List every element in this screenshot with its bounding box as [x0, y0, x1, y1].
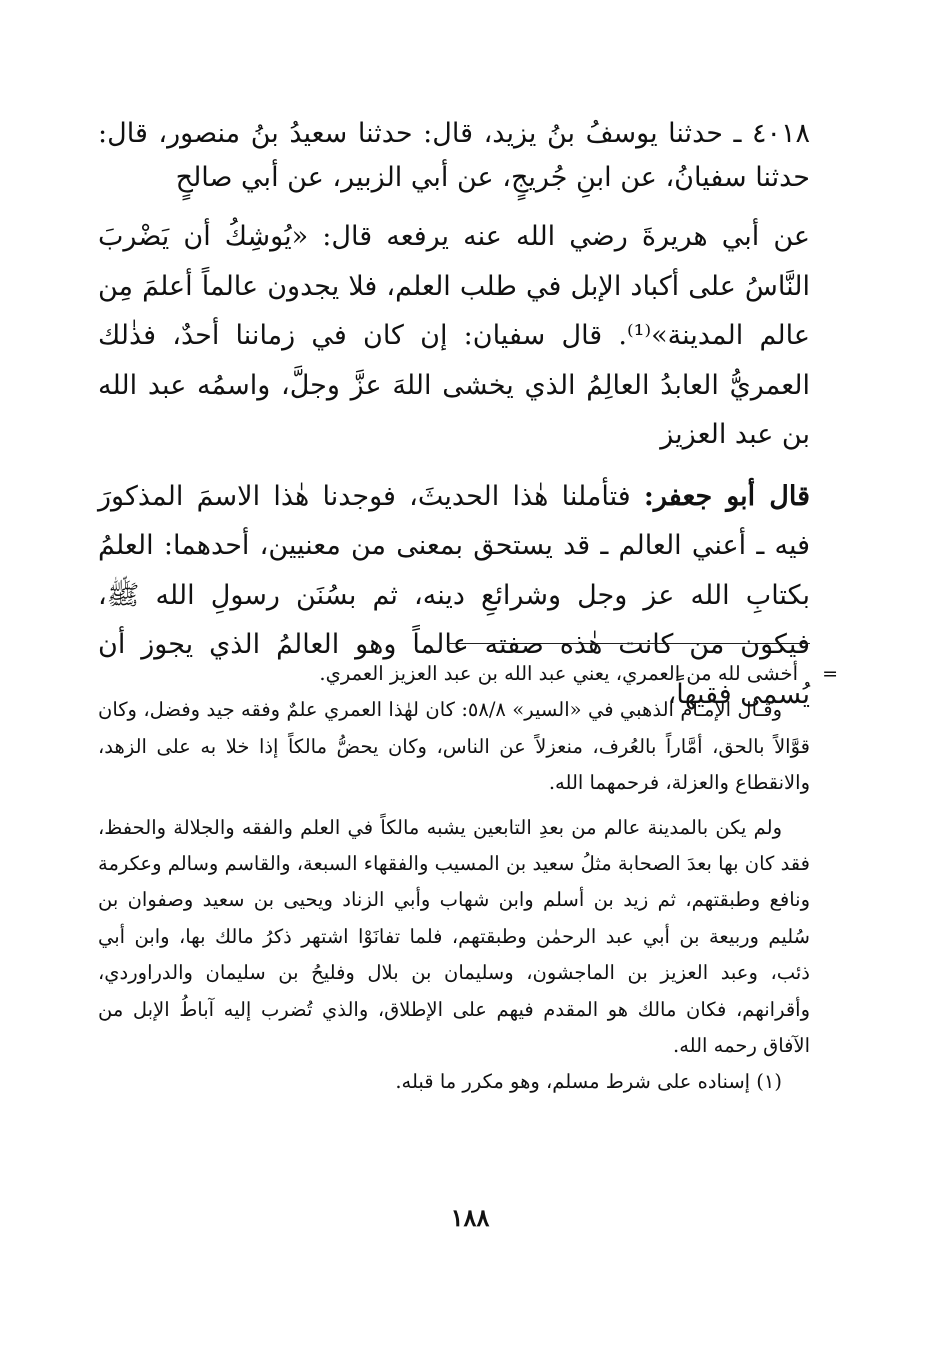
- continuation-mark: =: [822, 663, 838, 685]
- footnote-madina: ولم يكن بالمدينة عالم من بعدِ التابعين يشبه مالكاً في العلم والفقه والجلالة والحفظ، فقد كان بها بعدَ الصحابة مثلُ سعيد بن المسيب والفقهاء السبعة، والقاسم وسالم وعكرمة ونافع وطبقتهم، ثم زيد بن أسلم وابن شهاب وأبي الزناد ويحيى بن سعيد وصفوان بن سُليم وربيعة بن أبي عبد الرحمٰن وطبقتهم، فلما تفانَوْا اشتهر ذكرُ مالك بها، وابن أبي ذئب، وعبد العزيز بن الماجشون، وسليمان بن بلال وفليحُ بن سليمان والدراوردي، وأقرانهم، فكان مالك هو المقدم فيهم على الإطلاق، والذي تُضرب إليه آباطُ الإبل من الآفاق رحمه الله.: [98, 815, 810, 1058]
- commentary-text: فتأملنا هٰذا الحديثَ، فوجدنا هٰذا الاسمَ المذكورَ فيه ـ أعني العالم ـ قد يستحق بمعنى من معنيين، أحدهما: العلمُ بكتابِ الله عز وجل وشرائعِ دينه، ثم بسُنَن رسولِ الله ﷺ، فيكون من كانت هٰذه صفته عالماً وهو العالمُ الذي يجوز أن يُسمى فقيهاً،: [98, 480, 810, 710]
- page-number: ١٨٨: [450, 1203, 490, 1232]
- footnote-continuation-text: أخشى لله من العمري، يعني عبد الله بن عبد العزيز العمري.: [319, 662, 798, 685]
- footnote-separator: [447, 643, 810, 644]
- footnote-dhahabi: وقـال الإمـام الذهبي في «السير» ٥٨/٨: كان لهٰذا العمري علمٌ وفقه جيد وفضل، وكان قوَّالاً بالحق، أمَّاراً بالعُرف، منعزلاً عن الناس، وكان يحضُّ مالكاً إذا خلا به على الزهد، والانقطاع والعزلة، فرحمهما الله.: [98, 698, 810, 795]
- main-text: [98, 112, 810, 719]
- footnote-1: (١) إسناده على شرط مسلم، وهو مكرر ما قبله.: [395, 1070, 782, 1094]
- footnote-continuation: [98, 656, 838, 692]
- footnotes: [98, 656, 838, 1101]
- hadith-matn: عن أبي هريرةَ رضي الله عنه يرفعه قال: «يُوشِكُ أن يَضْربَ النَّاسُ على أكباد الإبل في طلب العلم، فلا يجدون عالماً أعلمَ مِن عالم المدينة»⁽¹⁾. قال سفيان: إن كان في زماننا أحدٌ، فذٰلك العمريُّ العابدُ العالِمُ الذي يخشى اللهَ عزَّ وجلَّ، واسمُه عبد الله بن عبد العزيز: [98, 221, 810, 450]
- hadith-isnad: ٤٠١٨ ـ حدثنا يوسفُ بنُ يزيد، قال: حدثنا سعيدُ بنُ منصور، قال: حدثنا سفيانُ، عن ابنِ جُريجٍ، عن أبي الزبير، عن أبي صالحٍ: [98, 118, 810, 193]
- commentary-lead: قال أبو جعفر:: [643, 480, 810, 512]
